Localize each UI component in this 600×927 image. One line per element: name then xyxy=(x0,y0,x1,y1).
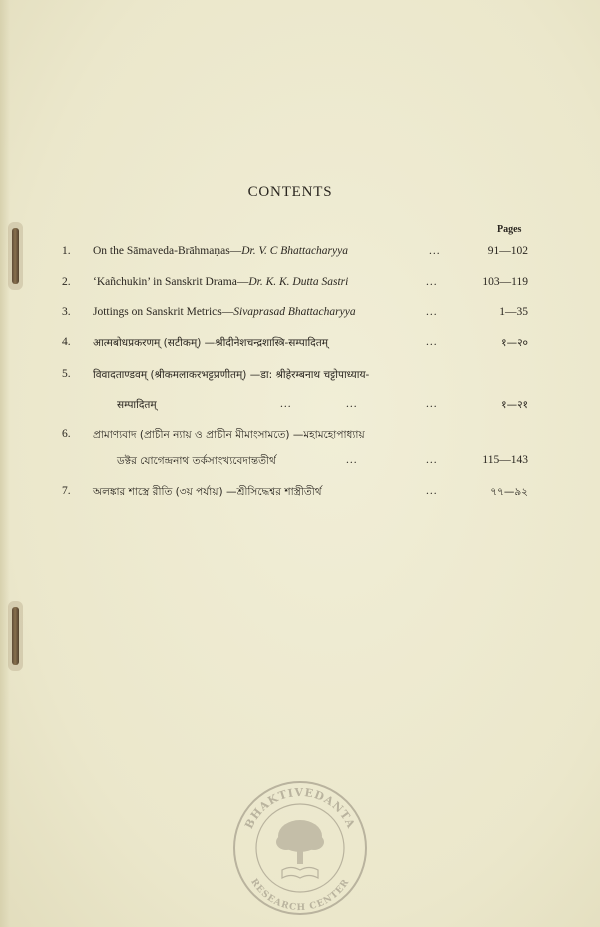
leader-dots: ... xyxy=(426,306,438,318)
entry-title-line2: सम्पादितम् xyxy=(117,399,157,411)
entry-pages: ৭৭—৯২ xyxy=(490,486,528,498)
entry-title-line2: ডক্টর যোগেন্দ্রনাথ তর্কসাংখ্যবেদান্ততীর্থ xyxy=(117,455,276,467)
entry-pages: 1—35 xyxy=(499,306,528,318)
entry-author: Sivaprasad Bhattacharyya xyxy=(233,306,356,318)
entry-title-line1: প্রামাণ্যবাদ (প্রাচীন ন্যায় ও প্রাচীন মীমাংসামতে) —মহামহোপাধ্যায় xyxy=(93,429,365,441)
entry-title-line1: विवादताण्डवम् (श्रीकमलाकरभट्टप्रणीतम्) —डा: श्रीहेरम्बनाथ चट्टोपाध्याय- xyxy=(93,369,370,381)
contents-title: CONTENTS xyxy=(247,184,333,200)
entry-pages: 91—102 xyxy=(487,245,528,257)
library-seal-watermark xyxy=(230,778,370,918)
tree-icon xyxy=(276,820,324,864)
leader-dots: ... xyxy=(426,398,438,410)
leader-dots: ... xyxy=(346,398,358,410)
leader-dots: ... xyxy=(426,276,438,288)
entry-pages: 103—119 xyxy=(482,276,528,288)
seal-top-text: BHAKTIVEDANTA xyxy=(242,785,358,831)
entry-number: 5. xyxy=(62,368,71,380)
leader-dots: ... xyxy=(426,336,438,348)
entry-title: Jottings on Sanskrit Metrics—Sivaprasad Bhattacharyya xyxy=(93,306,356,318)
entry-number: 3. xyxy=(62,306,71,318)
entry-pages: १—२० xyxy=(501,337,528,349)
entry-number: 6. xyxy=(62,428,71,440)
binding-shadow xyxy=(0,0,10,927)
staple-top xyxy=(12,228,19,284)
entry-author: Dr. K. K. Dutta Sastri xyxy=(248,276,349,288)
entry-number: 4. xyxy=(62,336,71,348)
entry-number: 7. xyxy=(62,485,71,497)
entry-title: आत्मबोधप्रकरणम् (सटीकम्) —श्रीदीनेशचन्द्रशास्त्रि-सम्पादितम् xyxy=(93,337,328,349)
entry-pages: 115—143 xyxy=(482,454,528,466)
entry-title: On the Sāmaveda-Brāhmaṇas—Dr. V. C Bhattacharyya xyxy=(93,245,348,257)
staple-bottom xyxy=(12,607,19,665)
seal-bottom-text: RESEARCH CENTER xyxy=(248,877,352,914)
leader-dots: ... xyxy=(429,245,441,257)
leader-dots: ... xyxy=(426,454,438,466)
entry-title: ‘Kañchukin’ in Sanskrit Drama—Dr. K. K. Dutta Sastri xyxy=(93,276,349,288)
entry-number: 1. xyxy=(62,245,71,257)
leader-dots: ... xyxy=(346,454,358,466)
leader-dots: ... xyxy=(280,398,292,410)
leader-dots: ... xyxy=(426,485,438,497)
entry-author: Dr. V. C Bhattacharyya xyxy=(241,245,348,257)
entry-pages: १—२१ xyxy=(501,399,528,411)
pages-column-label: Pages xyxy=(497,224,522,235)
entry-number: 2. xyxy=(62,276,71,288)
open-book-icon xyxy=(282,868,318,879)
entry-title: অলঙ্কার শাস্ত্রে রীতি (৩য় পর্যায়) —শ্রীসিদ্ধেশ্বর শাস্ত্রীতীর্থ xyxy=(93,486,322,498)
